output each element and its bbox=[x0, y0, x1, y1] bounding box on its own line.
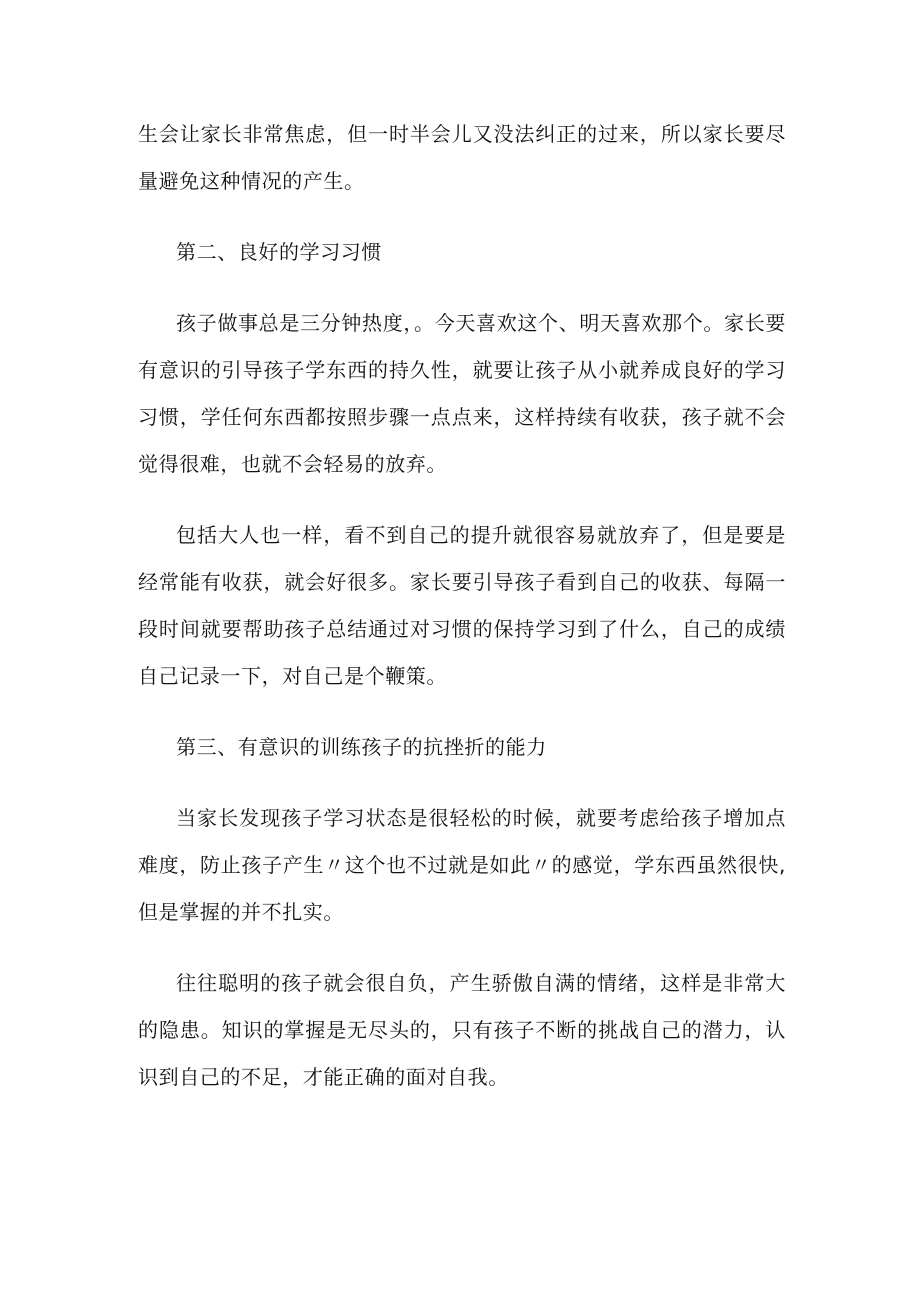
paragraph-resilience-difficulty: 当家长发现孩子学习状态是很轻松的时候，就要考虑给孩子增加点难度，防止孩子产生〃这个也不过就是如此〃的感觉，学东西虽然很快,但是掌握的并不扎实。 bbox=[138, 806, 786, 924]
paragraph-resilience-humility: 往往聪明的孩子就会很自负，产生骄傲自满的情绪，这样是非常大的隐患。知识的掌握是无尽头的，只有孩子不断的挑战自己的潜力，认识到自己的不足，才能正确的面对自我。 bbox=[138, 971, 786, 1089]
section-heading-good-study-habits: 第二、良好的学习习惯 bbox=[176, 240, 382, 264]
section-heading-resilience: 第三、有意识的训练孩子的抗挫折的能力 bbox=[176, 735, 547, 759]
paragraph-continuation: 生会让家长非常焦虑，但一时半会儿又没法纠正的过来，所以家长要尽量避免这种情况的产生。 bbox=[138, 122, 786, 193]
document-body bbox=[138, 111, 786, 1101]
paragraph-habit-progress: 包括大人也一样，看不到自己的提升就很容易就放弃了，但是要是经常能有收获，就会好很多。家长要引导孩子看到自己的收获、每隔一段时间就要帮助孩子总结通过对习惯的保持学习到了什么，自己的成绩自己记录一下，对自己是个鞭策。 bbox=[138, 523, 786, 688]
paragraph-habit-persistence: 孩子做事总是三分钟热度，。今天喜欢这个、明天喜欢那个。家长要有意识的引导孩子学东西的持久性，就要让孩子从小就养成良好的学习习惯，学任何东西都按照步骤一点点来，这样持续有收获，孩子就不会觉得很难，也就不会轻易的放弃。 bbox=[138, 311, 786, 476]
